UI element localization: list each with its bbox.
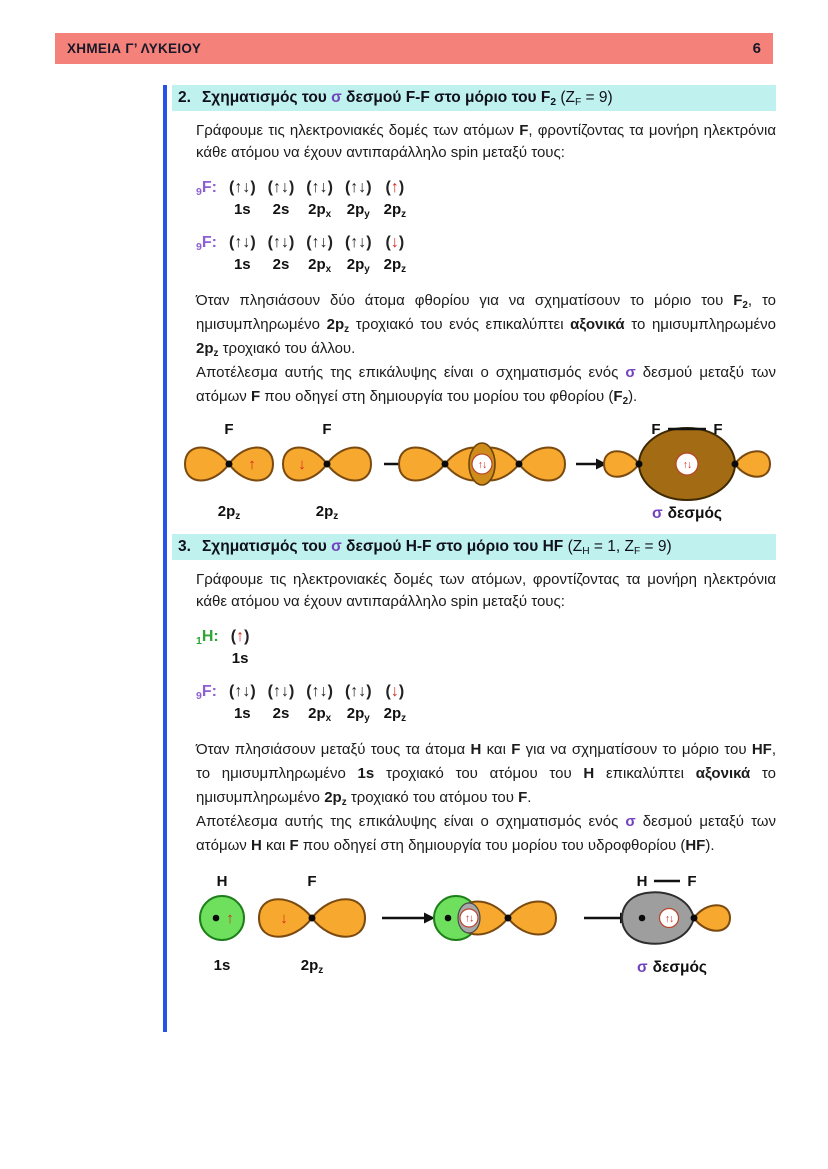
nucleus-dot	[213, 915, 220, 922]
electron-pair-arrows: ↑↓	[477, 459, 487, 471]
sigma-bond-result	[604, 421, 770, 522]
electron-down-arrow: ↓	[298, 456, 306, 473]
orbital-label: $2p_z$	[217, 503, 241, 522]
h-1s-orbital	[200, 873, 244, 974]
section-title: Σχηματισμός του σ δεσμού H-F στο μόριο του HF ($Z_H = 1$, $Z_F = 9$)	[202, 538, 672, 557]
orbital-cell: (↑↓) 1s	[228, 683, 256, 722]
right-arrow-icon	[576, 459, 607, 470]
nucleus-dot	[639, 915, 646, 922]
bond-atom-label: H	[636, 873, 648, 890]
orbital-cell: (↓) $2p_z$	[383, 234, 407, 275]
nucleus-dot	[309, 915, 316, 922]
overlapping-orbitals	[399, 443, 565, 485]
orbital-cell: (↓) $2p_z$	[383, 683, 407, 724]
orbital-cell: (↑) $2p_z$	[383, 179, 407, 220]
atom-label: F	[322, 421, 332, 438]
p-orbital-lobe-icon	[694, 905, 730, 931]
ff-orbital-diagram	[172, 418, 776, 522]
nucleus-dot	[636, 461, 643, 468]
hf-overlapping-orbitals	[434, 896, 556, 940]
nucleus-dot	[226, 461, 233, 468]
p-orbital-lobe-icon	[604, 451, 639, 477]
orbital-cell: (↑↓) $2p_y$	[344, 179, 372, 220]
electron-up-arrow: ↑	[226, 910, 234, 927]
s-orbital-icon	[200, 896, 244, 940]
nucleus-dot	[516, 461, 523, 468]
sigma-bond-caption: σ δεσμός	[652, 505, 722, 522]
atom-label: F	[307, 873, 317, 890]
electron-config-h	[196, 626, 776, 668]
atom-symbol: $_9$F:	[196, 683, 217, 702]
section-heading-2	[172, 85, 776, 111]
electron-pair-arrows: ↑↓	[464, 912, 474, 925]
orbital-cell: (↑↓) $2p_x$	[306, 683, 333, 724]
nucleus-dot	[732, 461, 739, 468]
f-2pz-orbital-b	[283, 421, 371, 522]
section-number: 2.	[178, 89, 191, 106]
sigma-bond-caption: σ δεσμός	[637, 959, 707, 976]
section-heading-3	[172, 534, 776, 560]
atom-symbol: $_1$H:	[196, 628, 219, 647]
paragraph-intro-f2: Γράφουμε τις ηλεκτρονιακές δομές των ατόμων F, φροντίζοντας τα μονήρη ηλεκτρόνια κάθε ατόμου να έχουν αντιπαράλληλο spin μεταξύ τους:	[196, 122, 777, 161]
bond-atom-label: F	[687, 873, 697, 890]
orbital-cell: (↑↓) 2s	[267, 179, 295, 218]
orbital-cell: (↑↓) $2p_x$	[306, 234, 333, 275]
nucleus-dot	[445, 915, 452, 922]
orbital-cell: (↑) 1s	[230, 628, 250, 667]
electron-down-arrow: ↓	[280, 910, 288, 927]
orbital-cell: (↑↓) 1s	[228, 179, 256, 218]
section-title: Σχηματισμός του σ δεσμού F-F στο μόριο του $F_2$ $(Z_F = 9)$	[202, 89, 613, 108]
orbital-label: $2p_z$	[300, 957, 324, 976]
orbital-cell: (↑↓) $2p_y$	[344, 683, 372, 724]
atom-symbol: $_9$F:	[196, 234, 217, 253]
orbital-label: $2p_z$	[315, 503, 339, 522]
header-bar	[55, 33, 773, 64]
nucleus-dot	[691, 915, 698, 922]
sigma-bond-result	[622, 873, 730, 976]
section-number: 3.	[178, 538, 191, 555]
accent-rule	[163, 85, 167, 1032]
paragraph-result-hf: Αποτέλεσμα αυτής της επικάλυψης είναι ο σχηματισμός ενός σ δεσμού μεταξύ των ατόμων H και F που οδηγεί στη δημιουργία του μορίου του υδροφθορίου (HF).	[196, 813, 777, 854]
sigma-overlap-region	[622, 892, 694, 943]
orbital-cell: (↑↓) 2s	[267, 683, 295, 722]
electron-pair-arrows: ↑↓	[682, 459, 692, 471]
electron-up-arrow: ↑	[248, 456, 256, 473]
f-2pz-orbital-a	[185, 421, 273, 522]
paragraph-intro-hf: Γράφουμε τις ηλεκτρονιακές δομές των ατόμων, φροντίζοντας τα μονήρη ηλεκτρόνια κάθε ατόμου να έχουν αντιπαράλληλο spin μεταξύ τους:	[196, 571, 776, 610]
paragraph-result-f2: Αποτέλεσμα αυτής της επικάλυψης είναι ο σχηματισμός ενός σ δεσμού μεταξύ των ατόμων F που οδηγεί στη δημιουργία του μορίου του φθορίου $(F_2)$.	[196, 364, 777, 407]
nucleus-dot	[324, 461, 331, 468]
orbital-cell: (↑↓) 2s	[267, 234, 295, 273]
orbital-cell: (↑↓) $2p_y$	[344, 234, 372, 275]
atom-label: H	[216, 873, 228, 890]
hf-orbital-diagram	[172, 870, 776, 978]
right-arrow-icon	[382, 913, 435, 924]
atom-symbol: $_9$F:	[196, 179, 217, 198]
nucleus-dot	[505, 915, 512, 922]
content-column	[172, 85, 776, 978]
bond-atom-label: F	[713, 421, 723, 438]
orbital-cell: (↑↓) $2p_x$	[306, 179, 333, 220]
atom-label: F	[224, 421, 234, 438]
page-number: 6	[752, 40, 761, 57]
orbital-label: 1s	[213, 957, 231, 974]
bond-atom-label: F	[651, 421, 661, 438]
electron-config-f-3	[196, 681, 776, 723]
f-2pz-orbital	[259, 873, 365, 976]
electron-config-f-1	[196, 177, 776, 219]
orbital-cell: (↑↓) 1s	[228, 234, 256, 273]
paragraph-overlap-hf: Όταν πλησιάσουν μεταξύ τους τα άτομα H και F για να σχηματίσουν το μόριο του HF, το ημισυμπληρωμένο 1s τροχιακό του ατόμου του H επικαλύπτει αξονικά το ημισυμπληρωμένο $2p_z$ τροχιακό του ατόμου του F.	[196, 741, 776, 808]
p-orbital-lobe-icon	[735, 451, 770, 477]
electron-pair-arrows: ↑↓	[664, 913, 674, 925]
page-title: ΧΗΜΕΙΑ Γ’ ΛΥΚΕΙΟΥ	[67, 41, 202, 56]
nucleus-dot	[442, 461, 449, 468]
paragraph-overlap-f2: Όταν πλησιάσουν δύο άτομα φθορίου για να σχηματίσουν το μόριο του $F_2$, το ημισυμπληρωμένο $2p_z$ τροχιακό του ενός επικαλύπτει αξονικά το ημισυμπληρωμένο $2p_z$ τροχιακό του άλλου.	[196, 292, 777, 359]
electron-config-f-2	[196, 232, 776, 274]
